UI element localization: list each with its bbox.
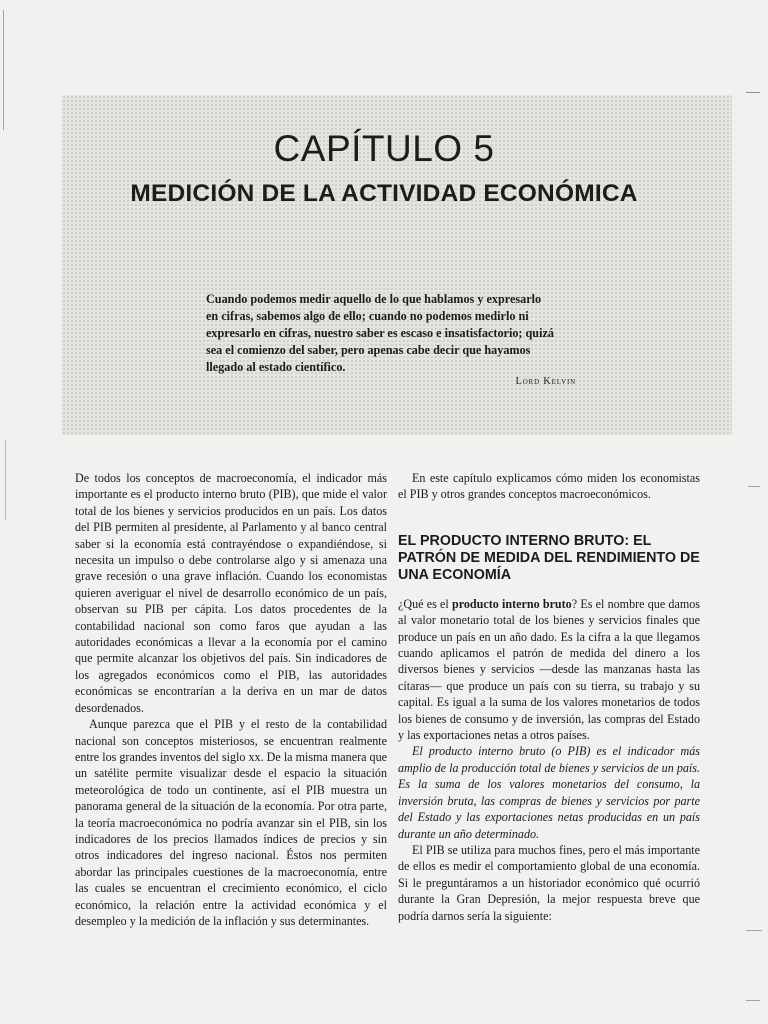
right-edge-mark <box>748 486 760 487</box>
paragraph: De todos los conceptos de macroeconomía, el indicador más importante es el producto interno bruto (PIB), que mide el valor total de los bienes y servicios producidos en un país. Los datos del PIB permiten al presidente, al Parlamento y al banco central saber si la economía está contrayéndose o expandiéndose, si necesita un impulso o debe controlarse algo y si amenaza una grave recesión o una grave inflación. Cuando los economistas quieren averiguar el nivel de desarrollo económico de un país, observan su PIB per cápita. Los datos procedentes de la contabilidad nacional son como faros que ayudan a las autoridades económicas a llevar a la economía por el camino que permite alcanzar los objetivos del país. Sin indicadores de los agregados económicos como el PIB, las autoridades económicas se encontrarían a la deriva en un mar de datos desordenados. <box>75 471 387 715</box>
paragraph: El PIB se utiliza para muchos fines, pero el más importante de ellos es medir el comportamiento global de una economía. Si le preguntáramos a un historiador económico qué ocurrió durante la Gran Depresión, la mejor respuesta breve que podría darnos sería la siguiente: <box>398 842 700 923</box>
right-column <box>398 470 700 924</box>
right-edge-mark <box>746 92 760 93</box>
chapter-title: MEDICIÓN DE LA ACTIVIDAD ECONÓMICA <box>130 180 638 207</box>
left-edge-mark <box>5 440 6 520</box>
text-span: ¿Qué es el <box>398 596 452 611</box>
key-term: producto interno bruto <box>451 596 572 611</box>
left-column <box>75 470 387 929</box>
paragraph: Aunque parezca que el PIB y el resto de la contabilidad nacional son conceptos misteriosos, se encuentran realmente entre los grandes inventos del siglo xx. De la misma manera que un satélite permite visualizar desde el espacio la situación meteorológica de todo un continente, así el PIB muestra un panorama general de la situación de la economía. Por otra parte, la teoría macroeconómica no podría avanzar sin el PIB, sin los indicadores de los precios llamados índices de precios y sin otros indicadores del ingreso nacional. Éstos nos permiten abordar las principales cuestiones de la macroeconomía, entre las cuales se encuentran el crecimiento económico, el ciclo económico, la relación entre la actividad económica y el desempleo y la medición de la inflación y sus determinantes. <box>75 717 387 928</box>
epigraph-author: Lord Kelvin <box>515 376 576 387</box>
left-edge-mark <box>3 10 4 130</box>
epigraph-quote: Cuando podemos medir aquello de lo que hablamos y expresarlo en cifras, sabemos algo de ello; cuando no podemos medirlo ni expresarlo en cifras, nuestro saber es escaso e insatisfactorio; quizá sea el comienzo del saber, pero apenas cabe decir que hayamos llegado al estado científico. <box>206 292 554 374</box>
section-heading: EL PRODUCTO INTERNO BRUTO: EL PATRÓN DE MEDIDA DEL RENDIMIENTO DE UNA ECONOMÍA <box>398 532 700 583</box>
right-edge-mark <box>746 930 762 931</box>
text-span: ? Es el nombre que damos al valor monetario total de los bienes y servicios finales que produce un país en un año dado. Es la cifra a la que llegamos cuando aplicamos el patrón de medida del dinero a los diversos bienes y servicios —desde las manzanas hasta las cítaras— que produce un país con su tierra, su trabajo y su capital. Es igual a la suma de los valores monetarios de todos los bienes de consumo y de inversión, las compras del Estado y las exportaciones netas a otros países. <box>398 596 700 743</box>
definition-paragraph: El producto interno bruto (o PIB) es el indicador más amplio de la producción total de bienes y servicios de un país. Es la suma de los valores monetarios del consumo, la inversión bruta, las compras de bienes y servicios por parte del Estado y las exportaciones netas producidas en un país durante un año determinado. <box>398 744 700 841</box>
paragraph <box>398 596 700 744</box>
right-edge-mark <box>746 1000 760 1001</box>
paragraph: En este capítulo explicamos cómo miden los economistas el PIB y otros grandes conceptos macroeconómicos. <box>398 471 700 502</box>
chapter-number: CAPÍTULO 5 <box>273 128 495 169</box>
